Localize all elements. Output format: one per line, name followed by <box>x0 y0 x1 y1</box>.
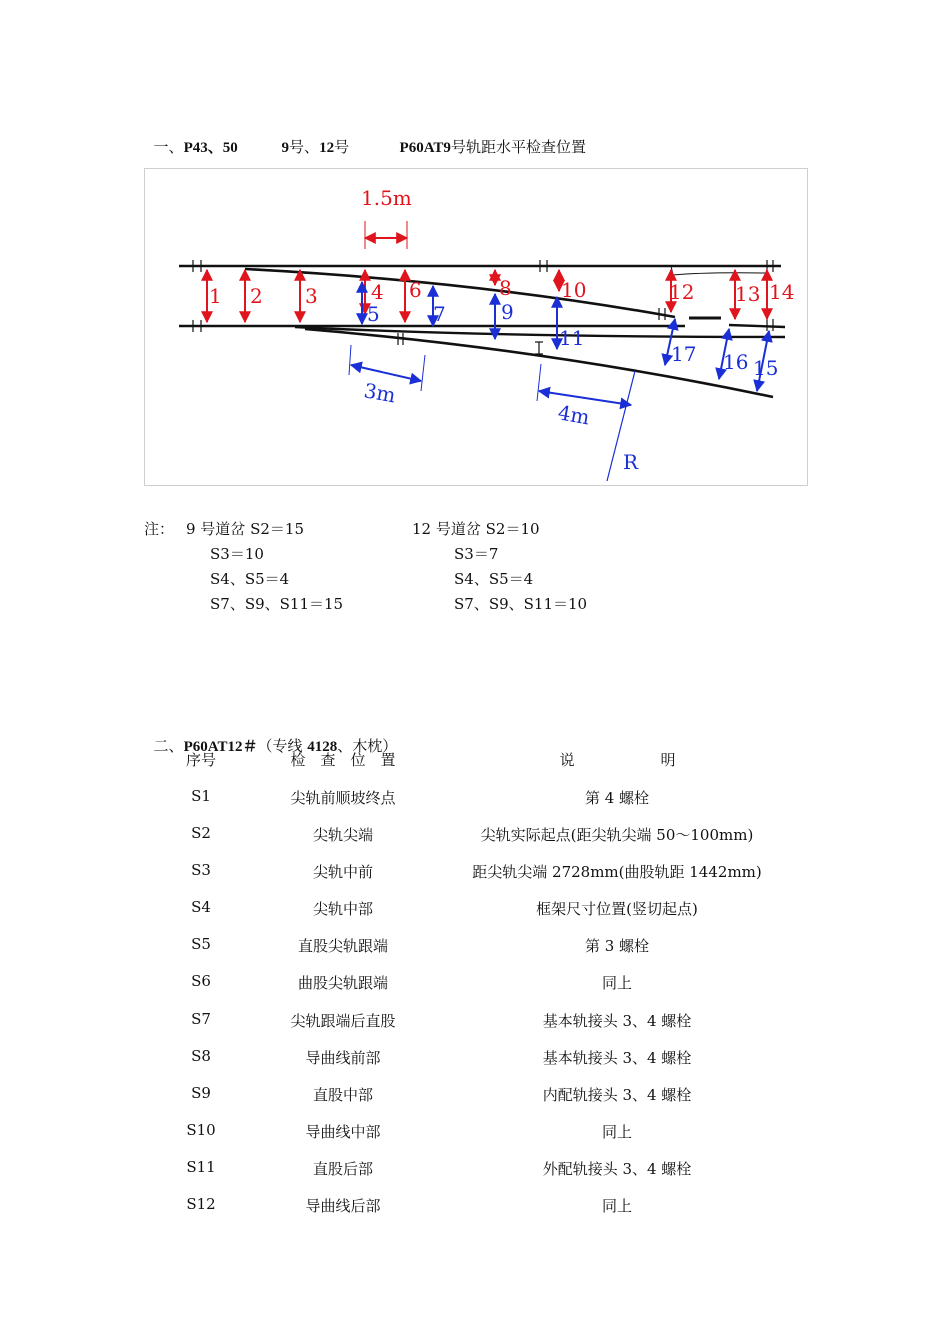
table-row: S3 尖轨中前 距尖轨尖端 2728mm(曲股轨距 1442mm) <box>191 861 762 881</box>
note-right-3: S4、S5＝4 <box>454 570 534 588</box>
gauge-arrows-blue <box>349 282 769 481</box>
header-seq: 序号 <box>185 751 217 769</box>
label-n7: 7 <box>433 302 446 326</box>
section-1-title <box>144 118 238 157</box>
label-n13: 13 <box>735 282 761 306</box>
label-4m: 4m <box>556 400 592 430</box>
label-n4: 4 <box>371 280 384 304</box>
section-1-rail-type: P43、50 <box>183 140 238 156</box>
label-n3: 3 <box>305 284 318 308</box>
section-1-turnout-numbers: 9号、12号 <box>281 138 350 156</box>
table-row: S12 导曲线后部 同上 <box>186 1195 633 1215</box>
label-n1: 1 <box>209 284 222 308</box>
label-n17: 17 <box>671 342 697 366</box>
label-n6: 6 <box>409 278 422 302</box>
note-left-1: 9 号道岔 S2＝15 <box>186 520 304 538</box>
note-right-1: 12 号道岔 S2＝10 <box>412 520 540 538</box>
label-n14: 14 <box>769 280 795 304</box>
label-n5: 5 <box>367 302 380 326</box>
header-position: 检 查 位 置 <box>290 751 396 769</box>
check-table-header <box>0 749 950 779</box>
label-n8: 8 <box>499 276 512 300</box>
note-left-2: S3＝10 <box>210 545 264 563</box>
section-1-subject: P60AT9号轨距水平检查位置 <box>399 138 586 156</box>
note-left-3: S4、S5＝4 <box>210 570 290 588</box>
note-left-4: S7、S9、S11＝15 <box>210 595 344 613</box>
section-1-prefix: 一、 <box>153 138 184 156</box>
frog-tail <box>729 325 785 327</box>
table-row: S1 尖轨前顺坡终点 第 4 螺栓 <box>191 787 650 807</box>
notes-label: 注： <box>144 520 175 538</box>
label-3m: 3m <box>362 378 398 408</box>
table-row: S7 尖轨跟端后直股 基本轨接头 3、4 螺栓 <box>191 1010 692 1030</box>
label-r: R <box>623 450 639 474</box>
label-n2: 2 <box>250 284 263 308</box>
note-right-2: S3＝7 <box>454 545 499 563</box>
label-n9: 9 <box>501 300 514 324</box>
label-n11: 11 <box>559 326 585 350</box>
table-row: S4 尖轨中部 框架尺寸位置(竖切起点) <box>191 898 698 918</box>
table-row: S11 直股后部 外配轨接头 3、4 螺栓 <box>186 1158 692 1178</box>
table-row: S10 导曲线中部 同上 <box>186 1121 633 1141</box>
section-2-title: 二、P60AT12＃（专线 4128、木枕） <box>153 737 398 755</box>
turnout-gauge-diagram <box>144 168 808 486</box>
table-row: S8 导曲线前部 基本轨接头 3、4 螺栓 <box>191 1047 692 1067</box>
label-n15: 15 <box>753 356 779 380</box>
note-right-4: S7、S9、S11＝10 <box>454 595 588 613</box>
header-desc-1: 说 <box>559 751 575 769</box>
label-n12: 12 <box>669 280 695 304</box>
table-row: S2 尖轨尖端 尖轨实际起点(距尖轨尖端 50～100mm) <box>191 824 754 844</box>
header-desc-2: 明 <box>660 751 676 769</box>
diagram-svg <box>145 169 807 485</box>
table-row: S6 曲股尖轨跟端 同上 <box>191 972 633 992</box>
table-row: S5 直股尖轨跟端 第 3 螺栓 <box>191 935 650 955</box>
label-n10: 10 <box>561 278 587 302</box>
table-row: S9 直股中部 内配轨接头 3、4 螺栓 <box>191 1084 692 1104</box>
label-1-5m: 1.5m <box>361 186 412 210</box>
label-n16: 16 <box>723 350 749 374</box>
